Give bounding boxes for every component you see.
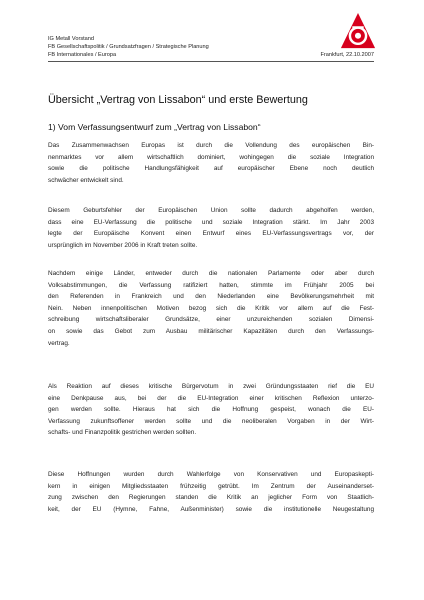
paragraph-line: Diesem Geburtsfehler der Europäischen Union sollte dadurch abgeholfen werden, [48, 207, 374, 214]
paragraph-line: zung zwischen den Regierungen standen die Kritik an jeglicher Form von Staatlich- [48, 494, 374, 502]
paragraph-3 [48, 268, 374, 349]
paragraph-line: dass eine EU-Verfassung die politische und soziale Integration stärkt. Im Jahr 2003 [48, 218, 374, 226]
ig-metall-logo [339, 12, 377, 50]
org-line-department-policy: FB Gesellschaftspolitik / Grundsatzfragen / Strategische Planung [48, 44, 209, 50]
document-date: Frankfurt, 22.10.2007 [320, 52, 374, 58]
paragraph-line: keit, der EU (Hymne, Fahne, Außenminister) sowie die institutionelle Neugestaltung [48, 505, 374, 513]
org-line-board: IG Metall Vorstand [48, 36, 95, 42]
paragraph-line: den Referenden in Frankreich und den Niederlanden eine Bevölkerungsmehrheit mit [48, 293, 374, 301]
paragraph-5 [48, 469, 374, 515]
paragraph-line: kern in einigen Mitgliedsstaaten frühzeitig getrübt. Im Zentrum der Auseinanderset- [48, 482, 374, 490]
page-title: Übersicht „Vertrag von Lissabon“ und erste Bewertung [48, 94, 308, 106]
paragraph-1 [48, 140, 374, 186]
paragraph-line: Verfassung zukunftsoffener werden sollte und die neoliberalen Vorgaben in der Wirt- [48, 417, 374, 425]
paragraph-line: schwächer entwickelt sind. [48, 176, 124, 184]
paragraph-line: schafts- und Finanzpolitik gestrichen werden sollten. [48, 429, 197, 437]
paragraph-line: vertrag. [48, 339, 70, 347]
section-heading: 1) Vom Verfassungsentwurf zum „Vertrag von Lissabon“ [48, 122, 261, 132]
org-line-department-international: FB Internationales / Europa [48, 52, 117, 58]
paragraph-line: Nein. Neben innenpolitischen Motiven bezog sich die Kritik vor allem auf die Fest- [48, 304, 374, 312]
paragraph-line: Als Reaktion auf dieses kritische Bürgervotum in zwei Gründungsstaaten rief die EU [48, 383, 374, 390]
paragraph-4 [48, 381, 374, 439]
paragraph-line: Nachdem einige Länder, entweder durch die nationalen Parlamente oder aber durch [48, 270, 374, 277]
paragraph-line: schreibung wirtschaftsliberaler Grundsätze, einer unzureichenden sozialen Dimensi- [48, 316, 374, 324]
paragraph-line: gen werden sollte. Hieraus hat sich die Hoffnung gespeist, wonach die EU- [48, 406, 374, 414]
paragraph-2 [48, 205, 374, 251]
paragraph-line: ursprünglich im November 2006 in Kraft treten sollte. [48, 241, 198, 249]
paragraph-line: Volksabstimmungen, die Verfassung ratifiziert hatten, stimmte im Frühjahr 2005 bei [48, 281, 374, 289]
paragraph-line: on sowie das Gebot zum Ausbau militärischer Kapazitäten durch den Verfassungs- [48, 327, 374, 335]
paragraph-line: eine Denkpause aus, bei der die EU-Integration einer kritischen Reflexion unterzo- [48, 394, 374, 402]
paragraph-line: Diese Hoffnungen wurden durch Wahlerfolge von Konservativen und Europaskepti- [48, 471, 374, 478]
paragraph-line: legte der Europäische Konvent einen Entwurf eines EU-Verfassungsvertrags vor, der [48, 230, 374, 238]
paragraph-line: Das Zusammenwachsen Europas ist durch die Vollendung des europäischen Bin- [48, 142, 374, 149]
paragraph-line: sowie die politische Handlungsfähigkeit auf europäischer Ebene noch deutlich [48, 165, 374, 173]
organization-block [48, 35, 209, 59]
paragraph-line: nenmarktes vor allem wirtschaftlich dominiert, wohingegen die soziale Integration [48, 153, 374, 161]
header-divider [48, 61, 374, 62]
